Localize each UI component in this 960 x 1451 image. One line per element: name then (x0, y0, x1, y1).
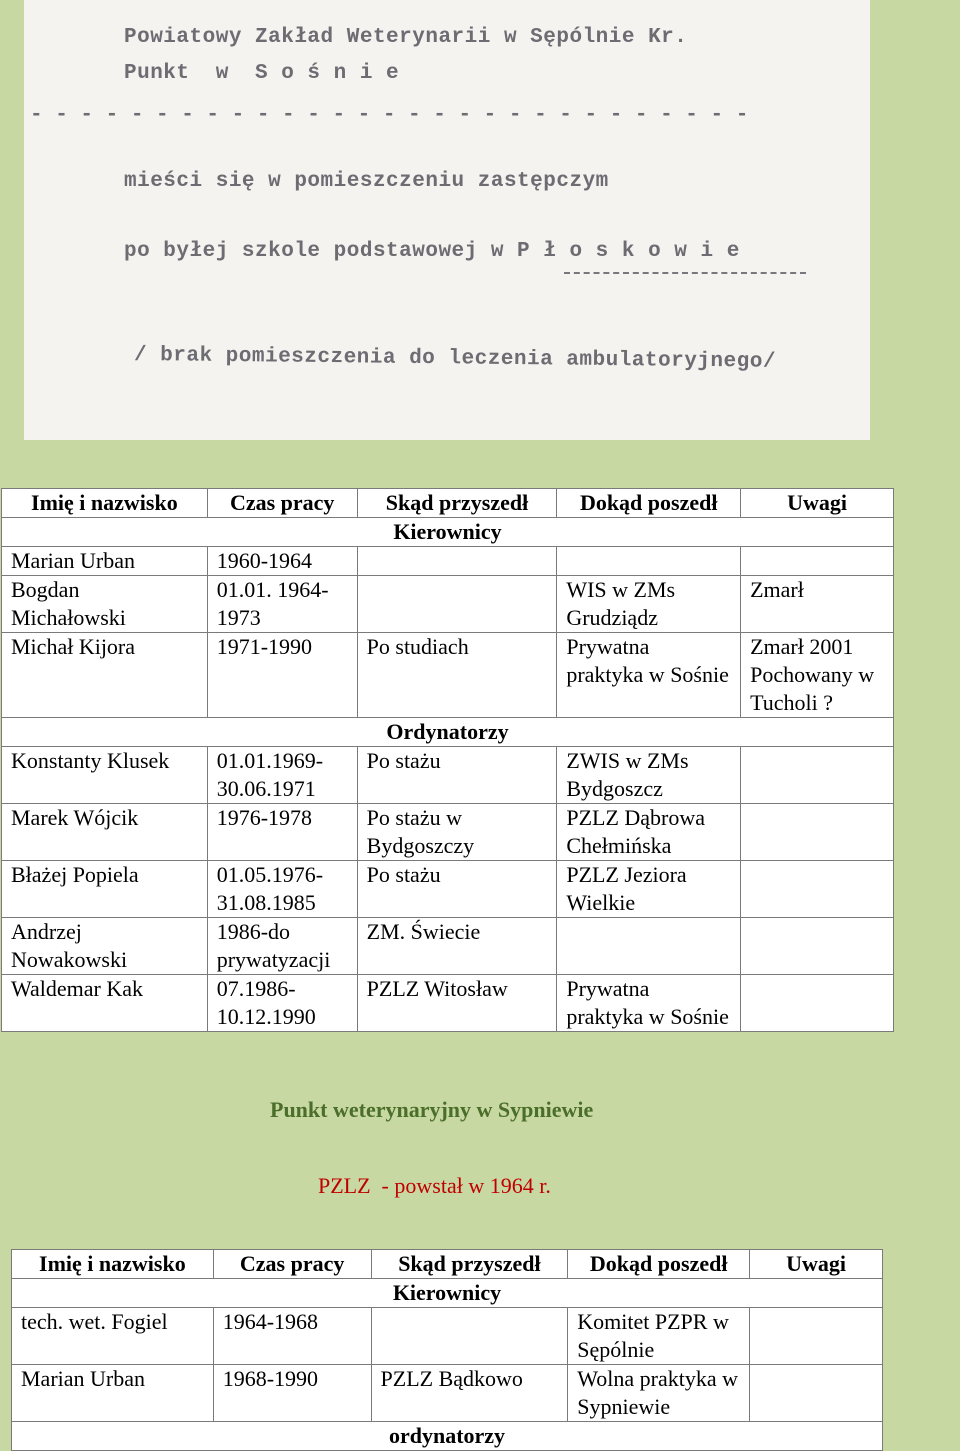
cell-to: ZWIS w ZMs Bydgoszcz (557, 747, 741, 804)
table-row (2, 804, 894, 861)
column-header-from: Skąd przyszedł (371, 1250, 568, 1279)
cell-name: Błażej Popiela (2, 861, 208, 918)
cell-notes: Zmarł (741, 576, 894, 633)
cell-period: 1960-1964 (207, 547, 357, 576)
column-header-period: Czas pracy (207, 489, 357, 518)
cell-name: Marian Urban (12, 1365, 214, 1422)
section-label-managers: Kierownicy (2, 518, 894, 547)
cell-to: PZLZ Jeziora Wielkie (557, 861, 741, 918)
cell-period: 1986-do prywatyzacji (207, 918, 357, 975)
table-row (2, 633, 894, 718)
column-header-to: Dokąd poszedł (568, 1250, 750, 1279)
table-row (12, 1308, 883, 1365)
cell-period: 01.01.1969-30.06.1971 (207, 747, 357, 804)
table-row (12, 1365, 883, 1422)
document-line-4: po byłej szkole podstawowej w P ł o s k o w i e (124, 240, 740, 263)
table-row (2, 576, 894, 633)
table-header-row (2, 489, 894, 518)
cell-name: Waldemar Kak (2, 975, 208, 1032)
cell-notes (741, 861, 894, 918)
cell-period: 1968-1990 (213, 1365, 371, 1422)
document-separator: - - - - - - - - - - - - - - - - - - - - - - - - - - - - - (30, 104, 749, 127)
cell-from (371, 1308, 568, 1365)
cell-notes (741, 747, 894, 804)
table-row (2, 861, 894, 918)
section-row-staff (12, 1422, 883, 1451)
cell-name: Marian Urban (2, 547, 208, 576)
document-line-3: mieści się w pomieszczeniu zastępczym (124, 170, 609, 193)
table-row (2, 918, 894, 975)
cell-period: 07.1986-10.12.1990 (207, 975, 357, 1032)
cell-notes (750, 1308, 883, 1365)
section-note-founded: PZLZ - powstał w 1964 r. (318, 1173, 551, 1198)
staff-table-sosno (1, 488, 894, 1032)
section-label-managers: Kierownicy (12, 1279, 883, 1308)
cell-from: PZLZ Witosław (357, 975, 557, 1032)
section-row-staff (2, 718, 894, 747)
cell-to: PZLZ Dąbrowa Chełmińska (557, 804, 741, 861)
section-row-managers (12, 1279, 883, 1308)
cell-from: Po stażu (357, 861, 557, 918)
cell-notes (741, 975, 894, 1032)
column-header-notes: Uwagi (741, 489, 894, 518)
cell-to (557, 547, 741, 576)
cell-from: PZLZ Bądkowo (371, 1365, 568, 1422)
cell-to: Prywatna praktyka w Sośnie (557, 975, 741, 1032)
section-heading-sypniewo: Punkt weterynaryjny w Sypniewie (270, 1097, 594, 1122)
staff-table-sypniewo (11, 1249, 883, 1451)
cell-notes (741, 547, 894, 576)
cell-notes (750, 1365, 883, 1422)
cell-notes: Zmarł 2001 Pochowany w Tucholi ? (741, 633, 894, 718)
cell-from: Po studiach (357, 633, 557, 718)
column-header-from: Skąd przyszedł (357, 489, 557, 518)
document-line-2: Punkt w S o ś n i e (124, 62, 400, 85)
cell-name: Marek Wójcik (2, 804, 208, 861)
column-header-period: Czas pracy (213, 1250, 371, 1279)
column-header-to: Dokąd poszedł (557, 489, 741, 518)
cell-to (557, 918, 741, 975)
cell-period: 1964-1968 (213, 1308, 371, 1365)
cell-from: Po stażu w Bydgoszczy (357, 804, 557, 861)
cell-name: Michał Kijora (2, 633, 208, 718)
cell-notes (741, 918, 894, 975)
document-underline (564, 272, 806, 274)
cell-period: 1976-1978 (207, 804, 357, 861)
cell-name: tech. wet. Fogiel (12, 1308, 214, 1365)
cell-name: Konstanty Klusek (2, 747, 208, 804)
cell-to: Wolna praktyka w Sypniewie (568, 1365, 750, 1422)
cell-period: 01.05.1976-31.08.1985 (207, 861, 357, 918)
table-row (2, 547, 894, 576)
cell-name: Andrzej Nowakowski (2, 918, 208, 975)
document-line-1: Powiatowy Zakład Weterynarii w Sępólnie Kr. (124, 26, 688, 49)
cell-to: Prywatna praktyka w Sośnie (557, 633, 741, 718)
cell-to: Komitet PZPR w Sępólnie (568, 1308, 750, 1365)
document-line-5: / brak pomieszczenia do leczenia ambulatoryjnego/ (133, 344, 777, 374)
cell-from (357, 576, 557, 633)
table-row (2, 975, 894, 1032)
column-header-name: Imię i nazwisko (2, 489, 208, 518)
section-label-staff: Ordynatorzy (2, 718, 894, 747)
cell-from: Po stażu (357, 747, 557, 804)
scanned-document (24, 0, 870, 440)
cell-period: 01.01. 1964-1973 (207, 576, 357, 633)
table-row (2, 747, 894, 804)
cell-from (357, 547, 557, 576)
cell-notes (741, 804, 894, 861)
section-label-staff: ordynatorzy (12, 1422, 883, 1451)
cell-name: Bogdan Michałowski (2, 576, 208, 633)
table-header-row (12, 1250, 883, 1279)
cell-to: WIS w ZMs Grudziądz (557, 576, 741, 633)
column-header-name: Imię i nazwisko (12, 1250, 214, 1279)
section-row-managers (2, 518, 894, 547)
cell-from: ZM. Świecie (357, 918, 557, 975)
cell-period: 1971-1990 (207, 633, 357, 718)
column-header-notes: Uwagi (750, 1250, 883, 1279)
